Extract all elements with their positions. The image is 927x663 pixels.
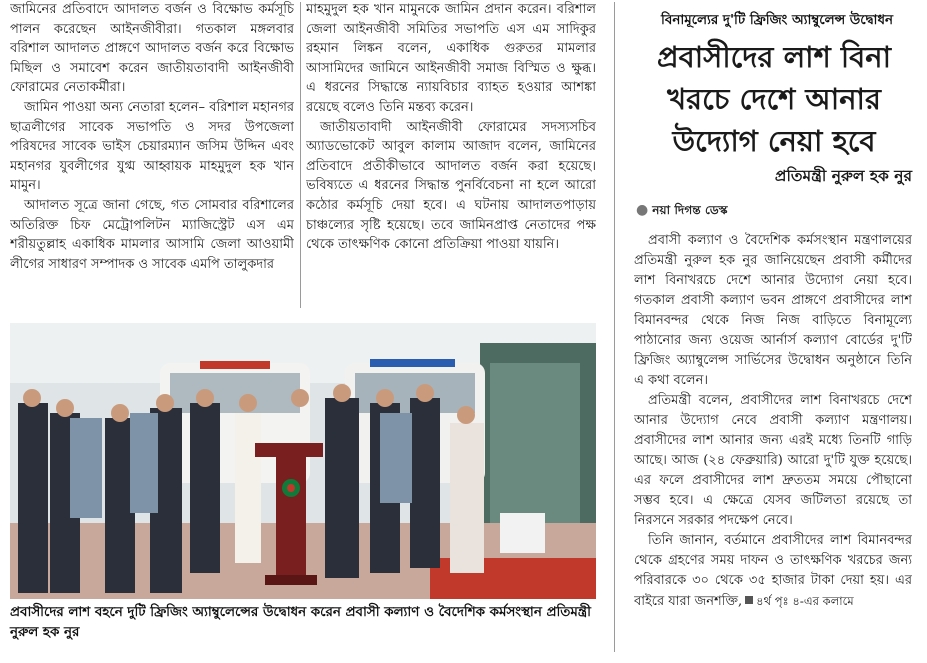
article-headline: প্রবাসীদের লাশ বিনা খরচে দেশে আনার উদ্যোগ নেয়া হবে [656, 40, 892, 158]
left-paragraph: জামিনের প্রতিবাদে আদালত বর্জন ও বিক্ষোভ কর্মসূচি পালন করেছেন আইনজীবীরা। গতকাল মঙ্গলবার বরিশাল আদালত প্রাঙ্গণে আদালত বর্জন করে বিক্ষোভ মিছিল ও সমাবেশ করেন জাতীয়তাবাদী আইনজীবী ফোরামের নেতাকর্মীরা। [10, 2, 294, 96]
continued-jump-link[interactable]: ৪র্থ পৃঃ ৪-এর কলামে [756, 594, 854, 608]
middle-news-column [306, 0, 596, 312]
desk-credit [636, 202, 728, 222]
article-paragraph-text: তিনি জানান, বর্তমানে প্রবাসীদের লাশ বিমানবন্দর থেকে গ্রহণের সময় দাফন ও তাৎক্ষণিক খরচের জন্য পরিবারকে ৩০ থেকে ৩৫ হাজার টাকা দেয়া হয়। এর বাইরে যারা জনশক্তি, [634, 533, 912, 609]
article-paragraph [634, 531, 912, 612]
left-paragraph: জামিন পাওয়া অন্য নেতারা হলেন– বরিশাল মহানগর ছাত্রলীগের সাবেক সভাপতি ও সদর উপজেলা পরিষদের সাবেক ভাইস চেয়ারম্যান জসিম উদ্দিন এবং মহানগর যুবলীগের যুগ্ম আহ্বায়ক মাহমুদুল হক খান মামুন। [10, 99, 294, 194]
square-bullet-icon [745, 596, 753, 604]
middle-paragraph: মাহমুদুল হক খান মামুনকে জামিন প্রদান করেন। বরিশাল জেলা আইনজীবী সমিতির সভাপতি এস এম সাদিকুর রহমান লিঙ্কন বলেন, একাধিক গুরুতর মামলার আসামিদের জামিনে আইনজীবী সমাজ বিস্মিত ও ক্ষুব্ধ। এ ধরনের সিদ্ধান্তে ন্যায়বিচার ব্যাহত হওয়ার আশঙ্কা রয়েছে বলেও তিনি মন্তব্য করেন। [306, 2, 596, 115]
desk-label: নয়া দিগন্ত ডেস্ক [652, 203, 728, 217]
article-byline-title: প্রতিমন্ত্রী নুরুল হক নুর [774, 167, 912, 185]
photo-illustration [10, 323, 596, 599]
bullet-icon: ● [636, 202, 649, 218]
article-kicker: বিনামূল্যের দু'টি ফ্রিজিং অ্যাম্বুলেন্স উদ্বোধন [661, 13, 893, 28]
photo-caption: প্রবাসীদের লাশ বহনে দুটি ফ্রিজিং অ্যাম্বুলেন্সের উদ্বোধন করেন প্রবাসী কল্যাণ ও বৈদেশিক কর্মসংস্থান প্রতিমন্ত্রী নুরুল হক নুর [10, 605, 591, 640]
column-divider [614, 2, 615, 652]
left-news-column [10, 0, 294, 312]
middle-paragraph: জাতীয়তাবাদী আইনজীবী ফোরামের সদস্যসচিব অ্যাডভোকেট আবুল কালাম আজাদ বলেন, জামিনের প্রতিবাদে প্রতীকীভাবে আদালত বর্জন করা হয়েছে। ভবিষ্যতে এ ধরনের সিদ্ধান্ত পুনর্বিবেচনা না হলে আরো কঠোর কর্মসূচি দেয়া হবে। এ ঘটনায় আদালতপাড়ায় চাঞ্চল্যের সৃষ্টি হয়েছে। তবে জামিনপ্রাপ্ত নেতাদের পক্ষ থেকে তাৎক্ষণিক কোনো প্রতিক্রিয়া পাওয়া যায়নি। [306, 119, 596, 253]
article-paragraph: প্রতিমন্ত্রী বলেন, প্রবাসীদের লাশ বিনাখরচে দেশে আনার উদ্যোগ নেবে প্রবাসী কল্যাণ মন্ত্রণালয়। প্রবাসীদের লাশ আনার জন্য এরই মধ্যে তিনটি গাড়ি আছে। আজ (২৪ ফেব্রুয়ারি) আরো দু'টি যুক্ত হয়েছে। এর ফলে প্রবাসীদের লাশ দ্রুততম সময়ে পৌছানো সম্ভব হবে। এ ক্ষেত্রে যেসব জটিলতা রয়েছে তা নিরসনে সরকার পদক্ষেপ নেবে। [634, 393, 912, 528]
article-paragraph: প্রবাসী কল্যাণ ও বৈদেশিক কর্মসংস্থান মন্ত্রণালয়ের প্রতিমন্ত্রী নুরুল হক নুর জানিয়েছেন প্রবাসী কর্মীদের লাশ বিনাখরচে দেশে আনার উদ্যোগ নেয়া হবে। গতকাল প্রবাসী কল্যাণ ভবন প্রাঙ্গণে প্রবাসীদের লাশ বিমানবন্দর থেকে নিজ নিজ বাড়িতে বিনামূল্যে পাঠানোর জন্য ওয়েজ আর্নার্স কল্যাণ বোর্ডের দু'টি ফ্রিজিং অ্যাম্বুলেন্স সার্ভিসের উদ্বোধন অনুষ্ঠানে তিনি এ কথা বলেন। [634, 233, 912, 388]
left-paragraph: আদালত সূত্রে জানা গেছে, গত সোমবার বরিশালের অতিরিক্ত চিফ মেট্রোপলিটন ম্যাজিস্ট্রেট এস এম শরীয়তুল্লাহ একাধিক মামলার আসামি জেলা আওয়ামী লীগের সাধারণ সম্পাদক ও সাবেক এমপি তালুকদার [10, 197, 294, 272]
column-divider [300, 2, 301, 308]
news-photo [10, 323, 596, 599]
article-body [634, 231, 912, 659]
